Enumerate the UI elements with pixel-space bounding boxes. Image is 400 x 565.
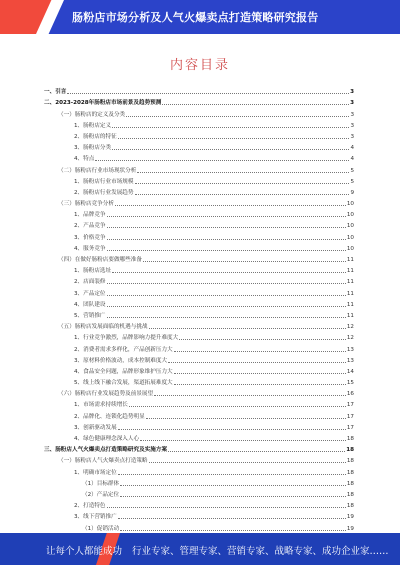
toc-leader-dots — [168, 358, 346, 363]
toc-entry-label: 2、肠粉店行业发展趋势 — [74, 189, 134, 196]
report-title: 肠粉店市场分析及人气火爆卖点打造策略研究报告 — [72, 11, 319, 24]
toc-entry[interactable] — [44, 241, 354, 252]
toc-leader-dots — [179, 335, 346, 340]
toc-leader-dots — [112, 145, 349, 150]
toc-entry-page: 10 — [346, 212, 354, 219]
toc-entry-label: 4、绿色健康理念深入人心 — [74, 436, 140, 442]
toc-leader-dots — [146, 414, 346, 419]
toc-leader-dots — [129, 402, 346, 407]
toc-entry-label: 5、线上线下融合发展，渠道拓展难度大 — [74, 380, 173, 387]
toc-entry-page: 5 — [350, 178, 354, 185]
toc-entry[interactable] — [44, 229, 354, 240]
toc-entry-label: （2）产品定位 — [82, 491, 120, 498]
toc-entry[interactable] — [44, 509, 354, 520]
toc-entry[interactable] — [44, 129, 354, 140]
toc-entry-label: 2、肠粉店的特征 — [74, 133, 117, 140]
toc-leader-dots — [118, 425, 346, 430]
toc-entry-label: 2、店面装修 — [74, 279, 106, 286]
toc-leader-dots — [174, 369, 346, 374]
toc-heading: 内容目录 — [169, 58, 230, 73]
toc-leader-dots — [115, 201, 346, 206]
toc-entry[interactable] — [44, 196, 354, 207]
toc-entry-page: 19 — [346, 514, 354, 521]
toc-leader-dots — [107, 279, 346, 284]
toc-entry[interactable] — [44, 162, 354, 173]
toc-entry-page: 18 — [346, 469, 354, 476]
toc-entry[interactable] — [44, 95, 354, 106]
toc-entry-label: 2、产品竞争 — [74, 223, 106, 230]
toc-entry-page: 11 — [346, 290, 354, 297]
toc-entry-label: 1、行业竞争激烈，品牌影响力提升难度大 — [74, 335, 179, 342]
toc-entry-page: 12 — [346, 324, 354, 331]
toc-leader-dots — [120, 481, 346, 486]
toc-leader-dots — [154, 391, 346, 396]
toc-entry[interactable] — [44, 464, 354, 475]
toc-entry-label: （一）肠粉店的定义及分类 — [58, 111, 126, 118]
toc-entry-page: 14 — [346, 368, 354, 375]
toc-entry-page: 15 — [346, 380, 354, 387]
toc-entry-page: 10 — [346, 201, 354, 208]
toc-entry-label: 2、打造特色 — [74, 503, 106, 510]
toc-entry-label: 1、明确市场定位 — [74, 469, 117, 476]
toc-entry-label: 2、消费者需求多样化，产品创新压力大 — [74, 346, 173, 353]
toc-leader-dots — [140, 436, 346, 441]
toc-entry-label: 三、肠粉店人气火爆卖点打造策略研究及实施方案 — [44, 447, 168, 454]
toc-entry[interactable] — [44, 297, 354, 308]
toc-entry[interactable] — [44, 218, 354, 229]
toc-entry-page: 11 — [346, 301, 354, 308]
toc-entry-label: （六）肠粉店行业发展趋势及前景展望 — [58, 391, 154, 398]
toc-entry-label: （一）肠粉店人气火爆卖点打造策略 — [58, 458, 148, 465]
toc-entry-page: 18 — [346, 491, 354, 498]
toc-entry[interactable] — [44, 341, 354, 352]
toc-leader-dots — [118, 514, 346, 519]
toc-entry-label: 一、引言 — [44, 89, 67, 96]
toc-entry-page: 11 — [346, 279, 354, 286]
toc-entry-page: 9 — [350, 189, 354, 196]
toc-leader-dots — [135, 190, 350, 195]
toc-leader-dots — [107, 212, 346, 217]
toc-leader-dots — [107, 246, 346, 251]
toc-leader-dots — [107, 503, 346, 508]
toc-entry-label: 4、团队建设 — [74, 301, 106, 308]
toc-leader-dots — [112, 268, 346, 273]
toc-entry-page: 18 — [346, 503, 354, 510]
toc-entry-label: 3、价格竞争 — [74, 234, 106, 241]
toc-leader-dots — [107, 235, 346, 240]
toc-entry-page: 13 — [346, 346, 354, 353]
toc-entry-label: 4、服务竞争 — [74, 245, 106, 252]
toc-entry[interactable] — [44, 252, 354, 263]
toc-entry-page: 4 — [350, 145, 354, 152]
toc-entry[interactable] — [44, 151, 354, 162]
toc-entry-page: 3 — [350, 100, 354, 107]
toc-leader-dots — [137, 168, 349, 173]
toc-entry-page: 3 — [350, 89, 354, 96]
toc-entry-label: 3、创新驱动发展 — [74, 424, 117, 431]
toc-leader-dots — [149, 458, 346, 463]
toc-leader-dots — [107, 223, 346, 228]
toc-leader-dots — [120, 492, 346, 497]
toc-entry[interactable] — [44, 118, 354, 129]
toc-entry[interactable] — [44, 442, 354, 453]
toc-entry-page: 18 — [346, 458, 354, 465]
toc-entry[interactable] — [44, 375, 354, 386]
toc-entry[interactable] — [44, 498, 354, 509]
toc-leader-dots — [162, 100, 349, 105]
toc-leader-dots — [118, 134, 350, 139]
toc-entry[interactable] — [44, 330, 354, 341]
toc-entry-page: 10 — [346, 234, 354, 241]
toc-leader-dots — [174, 380, 346, 385]
table-of-contents — [44, 84, 354, 543]
footer-tagline: 行业专家、管理专家、营销专家、战略专家、成功企业家…… — [132, 546, 389, 557]
toc-entry[interactable] — [44, 453, 354, 464]
toc-entry[interactable] — [44, 207, 354, 218]
toc-entry-label: 1、品牌竞争 — [74, 212, 106, 219]
toc-leader-dots — [168, 447, 345, 452]
toc-entry-label: 2、品牌化、连锁化趋势明显 — [74, 413, 145, 420]
toc-entry-label: 3、线下营销推广 — [74, 514, 117, 521]
toc-entry[interactable] — [44, 174, 354, 185]
toc-entry-label: （二）肠粉店行业市场现状分析 — [58, 167, 137, 174]
toc-entry-page: 5 — [350, 167, 354, 174]
toc-entry-page: 13 — [346, 357, 354, 364]
toc-entry-label: 1、肠粉店选址 — [74, 268, 112, 275]
toc-entry-label: 3、原材料价格波动，成本控制难度大 — [74, 357, 168, 364]
toc-entry-label: （四）在做好肠粉店要做哪些准备 — [58, 257, 142, 263]
toc-entry-label: 3、产品定位 — [74, 290, 106, 297]
toc-entry-page: 3 — [350, 122, 354, 129]
toc-entry-page: 19 — [346, 525, 354, 532]
toc-entry-page: 3 — [350, 111, 354, 118]
toc-entry[interactable] — [44, 386, 354, 397]
toc-entry-page: 10 — [346, 223, 354, 230]
toc-entry-label: 3、肠粉店分类 — [74, 145, 112, 152]
toc-entry-page: 18 — [346, 480, 354, 487]
toc-entry[interactable] — [44, 319, 354, 330]
toc-entry[interactable] — [44, 185, 354, 196]
toc-entry[interactable] — [44, 140, 354, 151]
toc-entry-page: 11 — [346, 312, 354, 319]
page-footer — [0, 533, 400, 565]
toc-entry-page: 3 — [350, 133, 354, 140]
toc-entry[interactable] — [44, 353, 354, 364]
toc-entry[interactable] — [44, 308, 354, 319]
toc-entry-label: 1、市场需求持续增长 — [74, 402, 128, 409]
toc-entry[interactable] — [44, 285, 354, 296]
toc-entry-label: （五）肠粉店发展面临的机遇与挑战 — [58, 324, 148, 331]
toc-entry-page: 17 — [346, 402, 354, 409]
toc-entry[interactable] — [44, 420, 354, 431]
toc-entry-page: 18 — [346, 447, 354, 454]
toc-leader-dots — [120, 526, 346, 531]
toc-leader-dots — [95, 156, 349, 161]
toc-leader-dots — [112, 123, 349, 128]
toc-entry-label: （1）目标群体 — [82, 480, 120, 487]
toc-entry-page: 11 — [346, 257, 354, 263]
toc-leader-dots — [149, 324, 346, 329]
toc-entry[interactable] — [44, 431, 354, 442]
toc-leader-dots — [135, 179, 350, 184]
toc-entry-label: 1、肠粉店行业市场规模 — [74, 178, 134, 185]
toc-entry[interactable] — [44, 263, 354, 274]
toc-entry-label: 4、食品安全问题，品牌形象维护压力大 — [74, 368, 173, 375]
toc-entry-label: 5、营销推广 — [74, 312, 106, 319]
footer-slogan: 让每个人都能成功 — [46, 546, 123, 557]
toc-entry-page: 17 — [346, 413, 354, 420]
toc-entry-label: 二、2023-2028年肠粉店市场前景及趋势预测 — [44, 100, 162, 107]
toc-leader-dots — [174, 347, 346, 352]
toc-entry-page: 10 — [346, 245, 354, 252]
toc-leader-dots — [143, 257, 346, 262]
toc-entry[interactable] — [44, 487, 354, 498]
toc-leader-dots — [107, 313, 346, 318]
toc-entry-label: 4、特点 — [74, 156, 95, 163]
toc-entry-page: 11 — [346, 268, 354, 275]
toc-entry-page: 12 — [346, 335, 354, 342]
toc-entry[interactable] — [44, 520, 354, 531]
toc-entry[interactable] — [44, 397, 354, 408]
toc-leader-dots — [107, 302, 346, 307]
toc-leader-dots — [118, 470, 346, 475]
toc-leader-dots — [107, 291, 346, 296]
toc-entry-page: 18 — [346, 436, 354, 442]
toc-entry[interactable] — [44, 364, 354, 375]
toc-entry-label: （三）肠粉店竞争分析 — [58, 201, 114, 208]
toc-entry[interactable] — [44, 106, 354, 117]
toc-entry[interactable] — [44, 476, 354, 487]
toc-entry-page: 16 — [346, 391, 354, 398]
toc-entry[interactable] — [44, 84, 354, 95]
toc-entry-label: 1、肠粉店定义 — [74, 122, 112, 129]
page-header — [0, 0, 400, 34]
toc-entry-label: （1）促销活动 — [82, 525, 120, 532]
toc-entry[interactable] — [44, 274, 354, 285]
toc-leader-dots — [126, 112, 349, 117]
toc-entry-page: 17 — [346, 424, 354, 431]
toc-entry-page: 4 — [350, 156, 354, 163]
toc-entry[interactable] — [44, 408, 354, 419]
toc-leader-dots — [67, 89, 349, 94]
